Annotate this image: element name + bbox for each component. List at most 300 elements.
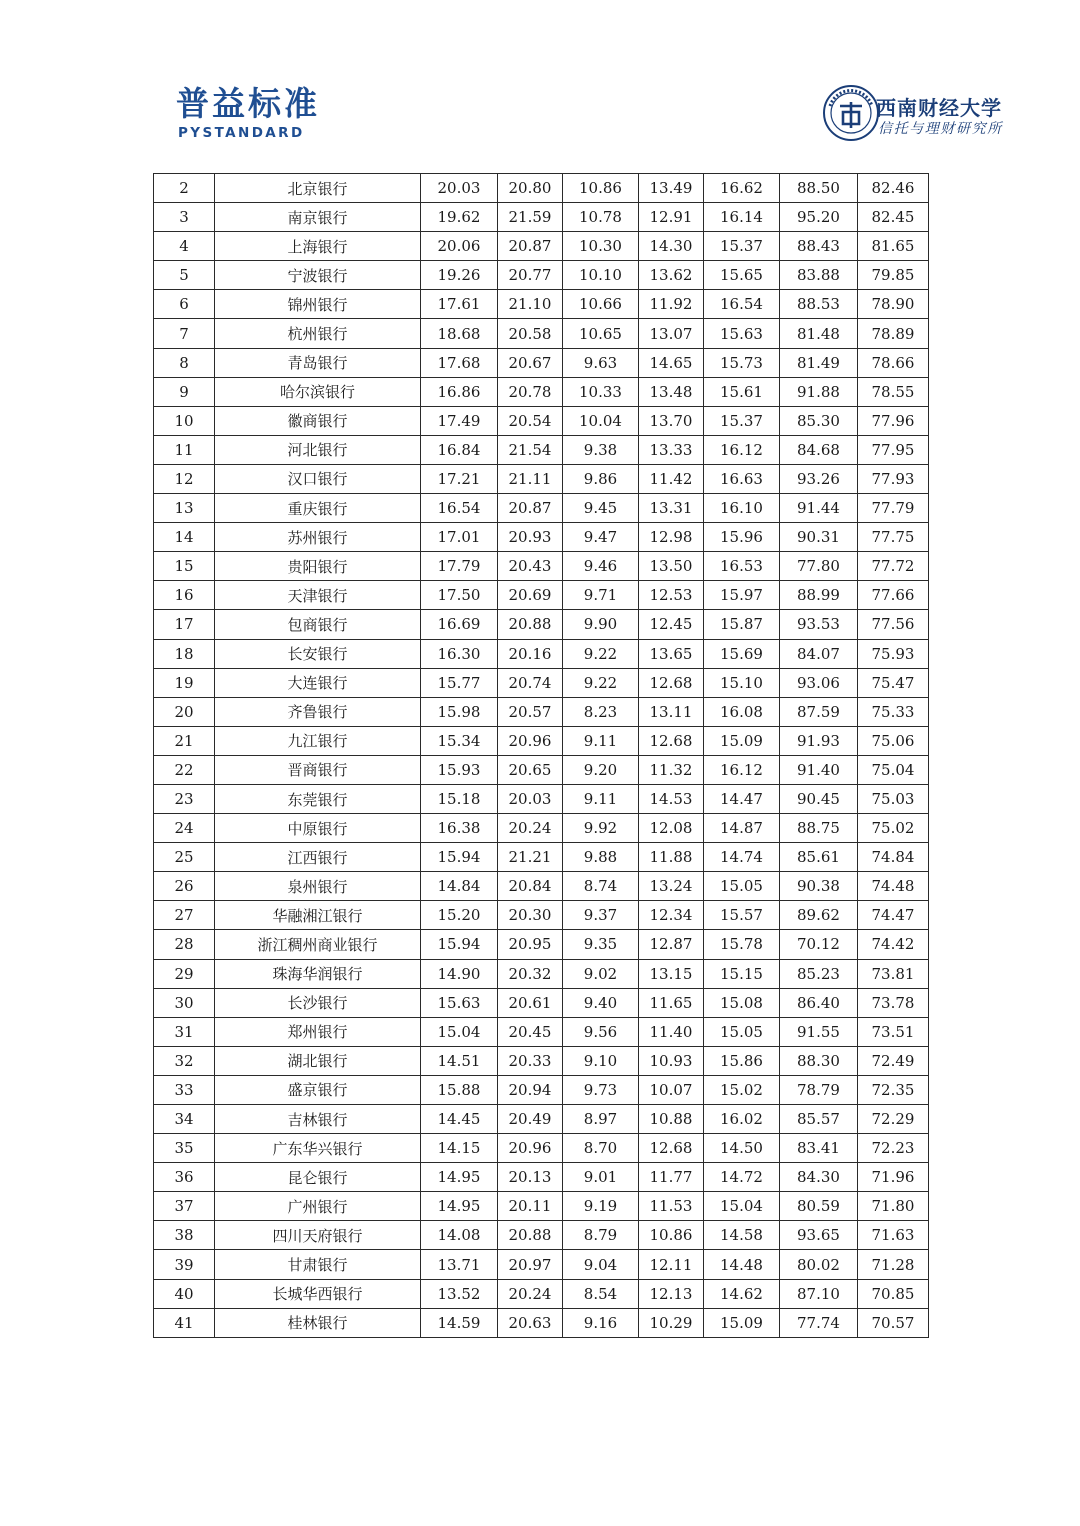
score-cell-6: 91.93 (780, 726, 858, 755)
score-cell-4: 10.29 (639, 1308, 704, 1337)
score-cell-3: 9.22 (563, 639, 639, 668)
score-cell-6: 80.02 (780, 1250, 858, 1279)
score-cell-4: 12.68 (639, 1134, 704, 1163)
table-row (154, 610, 929, 639)
university-seal-icon (822, 84, 880, 142)
total-score-cell: 77.56 (858, 610, 929, 639)
score-cell-4: 10.07 (639, 1075, 704, 1104)
bank-ranking-table (153, 173, 929, 1338)
rank-cell: 19 (154, 668, 215, 697)
bank-name-cell: 广州银行 (215, 1192, 421, 1221)
total-score-cell: 74.42 (858, 930, 929, 959)
score-cell-5: 16.62 (704, 174, 780, 203)
score-cell-3: 9.88 (563, 843, 639, 872)
score-cell-5: 15.69 (704, 639, 780, 668)
total-score-cell: 75.93 (858, 639, 929, 668)
total-score-cell: 77.93 (858, 464, 929, 493)
score-cell-2: 20.57 (498, 697, 563, 726)
score-cell-4: 12.11 (639, 1250, 704, 1279)
score-cell-4: 13.11 (639, 697, 704, 726)
score-cell-5: 15.73 (704, 348, 780, 377)
score-cell-4: 11.40 (639, 1017, 704, 1046)
rank-cell: 29 (154, 959, 215, 988)
score-cell-5: 15.15 (704, 959, 780, 988)
score-cell-4: 13.24 (639, 872, 704, 901)
total-score-cell: 72.23 (858, 1134, 929, 1163)
score-cell-1: 17.61 (421, 290, 498, 319)
score-cell-1: 17.79 (421, 552, 498, 581)
rank-cell: 27 (154, 901, 215, 930)
bank-name-cell: 青岛银行 (215, 348, 421, 377)
score-cell-5: 15.09 (704, 726, 780, 755)
university-name: 西南财经大学 (876, 96, 1002, 120)
total-score-cell: 71.96 (858, 1163, 929, 1192)
rank-cell: 22 (154, 755, 215, 784)
bank-name-cell: 晋商银行 (215, 755, 421, 784)
total-score-cell: 78.55 (858, 377, 929, 406)
score-cell-4: 12.45 (639, 610, 704, 639)
score-cell-6: 80.59 (780, 1192, 858, 1221)
rank-cell: 18 (154, 639, 215, 668)
score-cell-4: 12.08 (639, 814, 704, 843)
score-cell-6: 77.80 (780, 552, 858, 581)
score-cell-4: 13.50 (639, 552, 704, 581)
score-cell-3: 10.30 (563, 232, 639, 261)
score-cell-5: 16.10 (704, 494, 780, 523)
score-cell-1: 17.50 (421, 581, 498, 610)
score-cell-5: 16.54 (704, 290, 780, 319)
score-cell-1: 16.84 (421, 435, 498, 464)
score-cell-1: 17.49 (421, 406, 498, 435)
score-cell-4: 13.49 (639, 174, 704, 203)
score-cell-4: 12.68 (639, 668, 704, 697)
score-cell-3: 9.11 (563, 784, 639, 813)
score-cell-2: 20.30 (498, 901, 563, 930)
score-cell-4: 13.48 (639, 377, 704, 406)
score-cell-2: 20.24 (498, 814, 563, 843)
score-cell-6: 81.48 (780, 319, 858, 348)
score-cell-3: 9.90 (563, 610, 639, 639)
total-score-cell: 75.06 (858, 726, 929, 755)
score-cell-5: 15.61 (704, 377, 780, 406)
score-cell-1: 14.15 (421, 1134, 498, 1163)
rank-cell: 37 (154, 1192, 215, 1221)
score-cell-3: 9.45 (563, 494, 639, 523)
score-cell-1: 16.86 (421, 377, 498, 406)
total-score-cell: 82.46 (858, 174, 929, 203)
score-cell-4: 13.31 (639, 494, 704, 523)
score-cell-6: 81.49 (780, 348, 858, 377)
score-cell-6: 93.26 (780, 464, 858, 493)
score-cell-1: 14.84 (421, 872, 498, 901)
bank-name-cell: 桂林银行 (215, 1308, 421, 1337)
score-cell-1: 14.95 (421, 1163, 498, 1192)
table-row (154, 1250, 929, 1279)
rank-cell: 5 (154, 261, 215, 290)
score-cell-2: 20.80 (498, 174, 563, 203)
score-cell-3: 10.33 (563, 377, 639, 406)
score-cell-3: 9.16 (563, 1308, 639, 1337)
bank-name-cell: 徽商银行 (215, 406, 421, 435)
bank-name-cell: 杭州银行 (215, 319, 421, 348)
score-cell-3: 9.47 (563, 523, 639, 552)
score-cell-5: 15.08 (704, 988, 780, 1017)
table-row (154, 872, 929, 901)
score-cell-4: 11.92 (639, 290, 704, 319)
table-row (154, 697, 929, 726)
score-cell-5: 14.62 (704, 1279, 780, 1308)
table-row (154, 319, 929, 348)
rank-cell: 8 (154, 348, 215, 377)
score-cell-1: 15.77 (421, 668, 498, 697)
score-cell-4: 12.68 (639, 726, 704, 755)
table-row (154, 261, 929, 290)
bank-name-cell: 郑州银行 (215, 1017, 421, 1046)
score-cell-3: 8.23 (563, 697, 639, 726)
score-cell-6: 89.62 (780, 901, 858, 930)
score-cell-3: 9.22 (563, 668, 639, 697)
score-cell-2: 20.63 (498, 1308, 563, 1337)
bank-name-cell: 广东华兴银行 (215, 1134, 421, 1163)
rank-cell: 7 (154, 319, 215, 348)
score-cell-3: 9.71 (563, 581, 639, 610)
score-cell-6: 88.99 (780, 581, 858, 610)
institute-name: 信托与理财研究所 (878, 121, 1003, 137)
score-cell-5: 15.97 (704, 581, 780, 610)
score-cell-3: 10.86 (563, 174, 639, 203)
score-cell-3: 9.10 (563, 1046, 639, 1075)
score-cell-4: 10.93 (639, 1046, 704, 1075)
score-cell-6: 70.12 (780, 930, 858, 959)
table-row (154, 1279, 929, 1308)
score-cell-2: 20.58 (498, 319, 563, 348)
table-row (154, 1221, 929, 1250)
rank-cell: 14 (154, 523, 215, 552)
bank-name-cell: 大连银行 (215, 668, 421, 697)
score-cell-6: 86.40 (780, 988, 858, 1017)
bank-name-cell: 江西银行 (215, 843, 421, 872)
score-cell-1: 15.20 (421, 901, 498, 930)
bank-name-cell: 贵阳银行 (215, 552, 421, 581)
brand-name-en: PYSTANDARD (178, 125, 305, 141)
bank-name-cell: 华融湘江银行 (215, 901, 421, 930)
table-row (154, 203, 929, 232)
brand-name-cn: 普益标准 (176, 84, 320, 123)
rank-cell: 24 (154, 814, 215, 843)
score-cell-2: 20.16 (498, 639, 563, 668)
score-cell-2: 20.49 (498, 1105, 563, 1134)
score-cell-5: 16.63 (704, 464, 780, 493)
score-cell-6: 91.88 (780, 377, 858, 406)
rank-cell: 25 (154, 843, 215, 872)
score-cell-3: 10.10 (563, 261, 639, 290)
bank-name-cell: 汉口银行 (215, 464, 421, 493)
table-row (154, 435, 929, 464)
total-score-cell: 75.02 (858, 814, 929, 843)
bank-name-cell: 湖北银行 (215, 1046, 421, 1075)
score-cell-6: 84.07 (780, 639, 858, 668)
score-cell-1: 14.59 (421, 1308, 498, 1337)
rank-cell: 15 (154, 552, 215, 581)
score-cell-2: 21.10 (498, 290, 563, 319)
score-cell-5: 16.53 (704, 552, 780, 581)
score-cell-1: 16.38 (421, 814, 498, 843)
score-cell-1: 16.30 (421, 639, 498, 668)
score-cell-2: 20.78 (498, 377, 563, 406)
score-cell-6: 77.74 (780, 1308, 858, 1337)
score-cell-4: 10.86 (639, 1221, 704, 1250)
score-cell-2: 20.61 (498, 988, 563, 1017)
score-cell-5: 15.05 (704, 1017, 780, 1046)
score-cell-4: 12.53 (639, 581, 704, 610)
score-cell-5: 15.78 (704, 930, 780, 959)
rank-cell: 6 (154, 290, 215, 319)
score-cell-3: 9.63 (563, 348, 639, 377)
score-cell-3: 8.79 (563, 1221, 639, 1250)
score-cell-3: 9.46 (563, 552, 639, 581)
bank-name-cell: 长安银行 (215, 639, 421, 668)
score-cell-4: 11.65 (639, 988, 704, 1017)
rank-cell: 2 (154, 174, 215, 203)
bank-name-cell: 锦州银行 (215, 290, 421, 319)
total-score-cell: 75.47 (858, 668, 929, 697)
total-score-cell: 70.85 (858, 1279, 929, 1308)
score-cell-2: 20.54 (498, 406, 563, 435)
score-cell-6: 91.55 (780, 1017, 858, 1046)
score-cell-3: 9.02 (563, 959, 639, 988)
pystandard-logo (176, 86, 320, 141)
table-row (154, 1017, 929, 1046)
score-cell-6: 90.38 (780, 872, 858, 901)
bank-name-cell: 长沙银行 (215, 988, 421, 1017)
score-cell-6: 93.53 (780, 610, 858, 639)
score-cell-2: 20.88 (498, 1221, 563, 1250)
score-cell-3: 9.19 (563, 1192, 639, 1221)
bank-name-cell: 中原银行 (215, 814, 421, 843)
total-score-cell: 77.66 (858, 581, 929, 610)
score-cell-5: 15.96 (704, 523, 780, 552)
bank-name-cell: 珠海华润银行 (215, 959, 421, 988)
table-row (154, 1134, 929, 1163)
page-header (0, 0, 1080, 160)
score-cell-4: 13.15 (639, 959, 704, 988)
rank-cell: 36 (154, 1163, 215, 1192)
score-cell-2: 20.95 (498, 930, 563, 959)
rank-cell: 11 (154, 435, 215, 464)
score-cell-6: 87.59 (780, 697, 858, 726)
table-row (154, 668, 929, 697)
score-cell-2: 20.13 (498, 1163, 563, 1192)
score-cell-5: 14.58 (704, 1221, 780, 1250)
score-cell-1: 15.04 (421, 1017, 498, 1046)
bank-name-cell: 吉林银行 (215, 1105, 421, 1134)
total-score-cell: 77.75 (858, 523, 929, 552)
score-cell-4: 11.88 (639, 843, 704, 872)
bank-name-cell: 盛京银行 (215, 1075, 421, 1104)
score-cell-6: 88.30 (780, 1046, 858, 1075)
score-cell-2: 21.11 (498, 464, 563, 493)
score-cell-3: 8.70 (563, 1134, 639, 1163)
bank-name-cell: 重庆银行 (215, 494, 421, 523)
score-cell-2: 20.03 (498, 784, 563, 813)
bank-name-cell: 苏州银行 (215, 523, 421, 552)
score-cell-2: 20.69 (498, 581, 563, 610)
total-score-cell: 71.63 (858, 1221, 929, 1250)
total-score-cell: 74.47 (858, 901, 929, 930)
rank-cell: 16 (154, 581, 215, 610)
table-row (154, 959, 929, 988)
score-cell-1: 15.34 (421, 726, 498, 755)
score-cell-2: 20.43 (498, 552, 563, 581)
score-cell-5: 15.37 (704, 406, 780, 435)
score-cell-2: 20.74 (498, 668, 563, 697)
score-cell-6: 95.20 (780, 203, 858, 232)
score-cell-6: 83.41 (780, 1134, 858, 1163)
score-cell-1: 19.26 (421, 261, 498, 290)
score-cell-5: 15.10 (704, 668, 780, 697)
score-cell-2: 20.32 (498, 959, 563, 988)
score-cell-3: 8.74 (563, 872, 639, 901)
score-cell-3: 9.20 (563, 755, 639, 784)
rank-cell: 13 (154, 494, 215, 523)
bank-name-cell: 九江银行 (215, 726, 421, 755)
rank-cell: 35 (154, 1134, 215, 1163)
table-row (154, 348, 929, 377)
table-row (154, 639, 929, 668)
score-cell-6: 90.31 (780, 523, 858, 552)
score-cell-4: 13.62 (639, 261, 704, 290)
rank-cell: 23 (154, 784, 215, 813)
total-score-cell: 75.33 (858, 697, 929, 726)
score-cell-1: 17.01 (421, 523, 498, 552)
rank-cell: 40 (154, 1279, 215, 1308)
score-cell-3: 9.01 (563, 1163, 639, 1192)
score-cell-5: 14.50 (704, 1134, 780, 1163)
score-cell-1: 13.52 (421, 1279, 498, 1308)
score-cell-1: 15.98 (421, 697, 498, 726)
score-cell-1: 15.94 (421, 930, 498, 959)
bank-name-cell: 天津银行 (215, 581, 421, 610)
score-cell-6: 85.61 (780, 843, 858, 872)
total-score-cell: 74.84 (858, 843, 929, 872)
rank-cell: 3 (154, 203, 215, 232)
rank-cell: 4 (154, 232, 215, 261)
score-cell-2: 20.87 (498, 232, 563, 261)
score-cell-3: 10.66 (563, 290, 639, 319)
score-cell-5: 15.65 (704, 261, 780, 290)
score-cell-2: 20.94 (498, 1075, 563, 1104)
score-cell-5: 16.14 (704, 203, 780, 232)
score-cell-4: 11.77 (639, 1163, 704, 1192)
bank-name-cell: 哈尔滨银行 (215, 377, 421, 406)
score-cell-5: 15.04 (704, 1192, 780, 1221)
score-cell-4: 12.13 (639, 1279, 704, 1308)
score-cell-1: 15.63 (421, 988, 498, 1017)
score-cell-1: 14.51 (421, 1046, 498, 1075)
score-cell-6: 93.65 (780, 1221, 858, 1250)
rank-cell: 31 (154, 1017, 215, 1046)
score-cell-2: 20.93 (498, 523, 563, 552)
score-cell-3: 9.40 (563, 988, 639, 1017)
score-cell-6: 83.88 (780, 261, 858, 290)
score-cell-6: 87.10 (780, 1279, 858, 1308)
score-cell-6: 90.45 (780, 784, 858, 813)
score-cell-1: 14.45 (421, 1105, 498, 1134)
total-score-cell: 72.49 (858, 1046, 929, 1075)
score-cell-2: 20.11 (498, 1192, 563, 1221)
university-logo (822, 84, 1022, 148)
score-cell-1: 16.69 (421, 610, 498, 639)
score-cell-5: 14.74 (704, 843, 780, 872)
score-cell-1: 15.93 (421, 755, 498, 784)
bank-name-cell: 浙江稠州商业银行 (215, 930, 421, 959)
score-cell-4: 11.32 (639, 755, 704, 784)
score-cell-2: 20.97 (498, 1250, 563, 1279)
table-row (154, 1075, 929, 1104)
rank-cell: 17 (154, 610, 215, 639)
score-cell-1: 16.54 (421, 494, 498, 523)
table-row (154, 464, 929, 493)
score-cell-3: 10.65 (563, 319, 639, 348)
score-cell-6: 88.75 (780, 814, 858, 843)
total-score-cell: 77.95 (858, 435, 929, 464)
score-cell-4: 14.30 (639, 232, 704, 261)
table-row (154, 406, 929, 435)
score-cell-5: 16.12 (704, 435, 780, 464)
score-cell-3: 9.73 (563, 1075, 639, 1104)
score-cell-3: 9.04 (563, 1250, 639, 1279)
table-row (154, 494, 929, 523)
table-row (154, 988, 929, 1017)
rank-cell: 10 (154, 406, 215, 435)
score-cell-2: 21.21 (498, 843, 563, 872)
score-cell-1: 15.88 (421, 1075, 498, 1104)
total-score-cell: 78.66 (858, 348, 929, 377)
score-cell-6: 84.68 (780, 435, 858, 464)
rank-cell: 20 (154, 697, 215, 726)
score-cell-6: 88.50 (780, 174, 858, 203)
score-cell-2: 20.84 (498, 872, 563, 901)
score-cell-1: 15.94 (421, 843, 498, 872)
rank-cell: 9 (154, 377, 215, 406)
score-cell-4: 11.42 (639, 464, 704, 493)
score-cell-3: 10.78 (563, 203, 639, 232)
score-cell-3: 9.86 (563, 464, 639, 493)
rank-cell: 41 (154, 1308, 215, 1337)
total-score-cell: 77.79 (858, 494, 929, 523)
score-cell-4: 12.34 (639, 901, 704, 930)
score-cell-2: 20.88 (498, 610, 563, 639)
rank-cell: 30 (154, 988, 215, 1017)
score-cell-6: 85.30 (780, 406, 858, 435)
score-cell-6: 85.23 (780, 959, 858, 988)
score-cell-6: 93.06 (780, 668, 858, 697)
table-row (154, 755, 929, 784)
score-cell-3: 9.37 (563, 901, 639, 930)
score-cell-5: 14.87 (704, 814, 780, 843)
table-row (154, 581, 929, 610)
table-row (154, 232, 929, 261)
total-score-cell: 74.48 (858, 872, 929, 901)
total-score-cell: 72.29 (858, 1105, 929, 1134)
total-score-cell: 75.03 (858, 784, 929, 813)
table-row (154, 174, 929, 203)
bank-name-cell: 泉州银行 (215, 872, 421, 901)
table-row (154, 377, 929, 406)
score-cell-2: 21.59 (498, 203, 563, 232)
score-cell-1: 13.71 (421, 1250, 498, 1279)
score-cell-5: 14.72 (704, 1163, 780, 1192)
